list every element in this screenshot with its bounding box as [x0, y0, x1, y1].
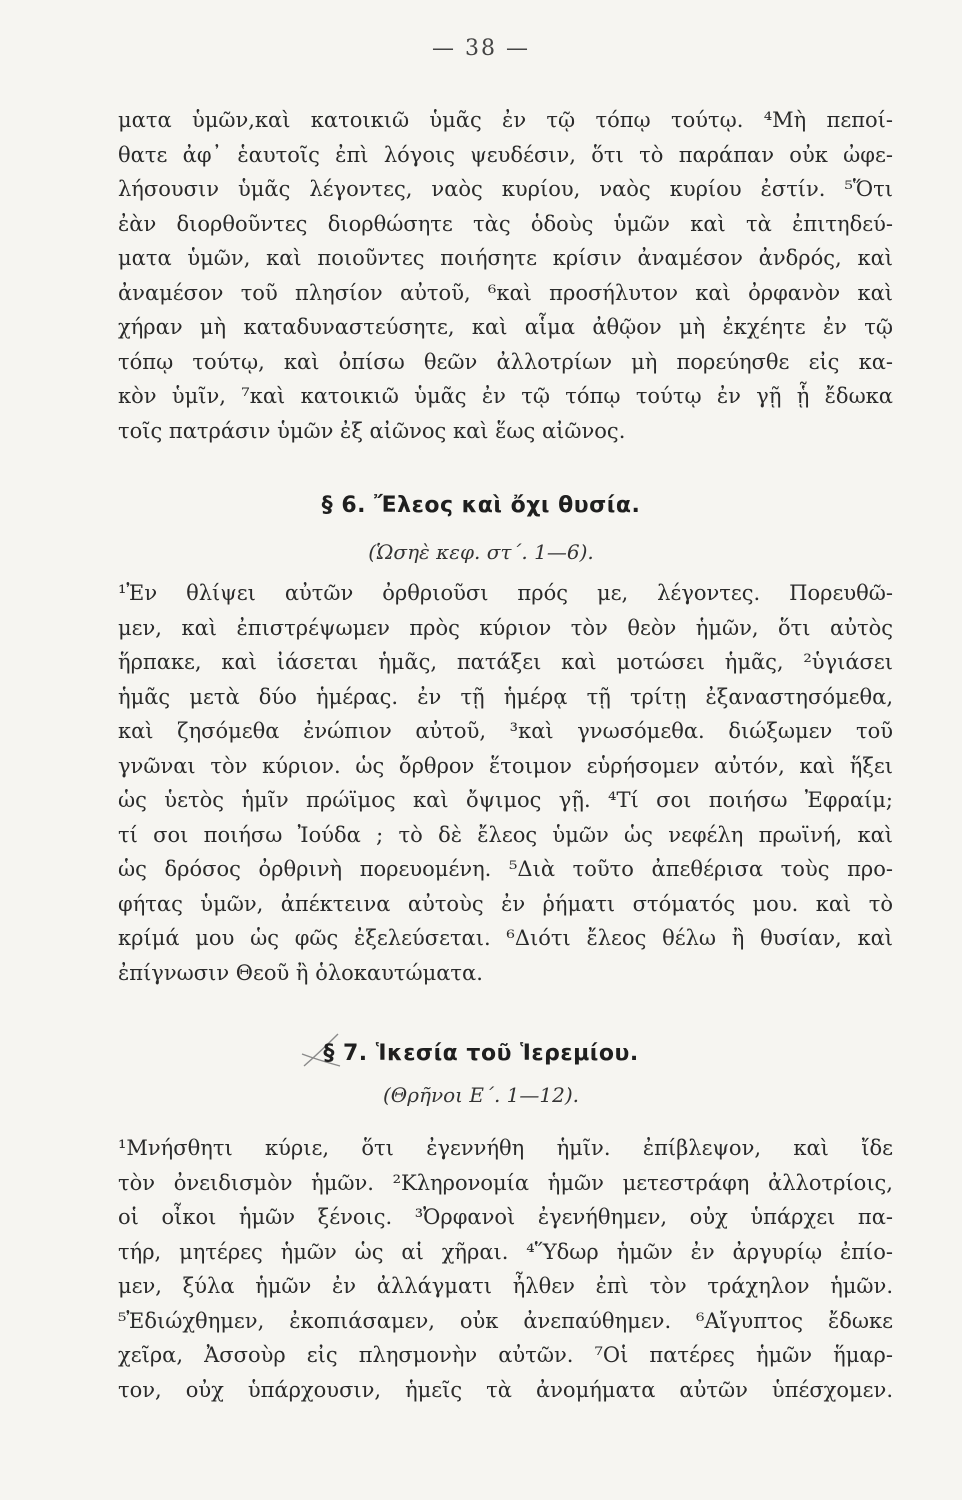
- text-line: κρίμά μου ὡς φῶς ἐξελεύσεται. ⁶Διότι ἔλεος θέλω ἢ θυσίαν, καὶ: [118, 926, 893, 950]
- text-line: χεῖρα, Ἀσσοὺρ εἰς πλησμονὴν αὐτῶν. ⁷Οἱ πατέρες ἡμῶν ἥμαρ-: [118, 1343, 893, 1367]
- text-line: τον, οὐχ ὑπάρχουσιν, ἡμεῖς τὰ ἀνομήματα αὐτῶν ὑπέσχομεν.: [118, 1377, 893, 1402]
- text-line: μεν, καὶ ἐπιστρέψωμεν πρὸς κύριον τὸν θεὸν ἡμῶν, ὅτι αὐτὸς: [118, 615, 893, 640]
- text-line: καὶ ζησόμεθα ἐνώπιον αὐτοῦ, ³καὶ γνωσόμεθα. διώξωμεν τοῦ: [118, 719, 893, 743]
- text-line: θατε ἀφ᾽ ἑαυτοῖς ἐπὶ λόγοις ψευδέσιν, ὅτι τὸ παράπαν οὐκ ὠφε-: [118, 142, 893, 167]
- text-line: ὡς ὑετὸς ἡμῖν πρώϊμος καὶ ὄψιμος γῇ. ⁴Τί σοι ποιήσω Ἐφραίμ;: [118, 788, 893, 812]
- text-line: μεν, ξύλα ἡμῶν ἐν ἀλλάγματι ἦλθεν ἐπὶ τὸν τράχηλον ἡμῶν.: [118, 1274, 893, 1298]
- text-line: τὸν ὀνειδισμὸν ἡμῶν. ²Κληρονομία ἡμῶν μετεστράφη ἀλλοτρίοις,: [118, 1170, 893, 1195]
- section-6-heading: § 6. Ἔλεος καὶ ὄχι θυσία.: [321, 493, 641, 518]
- section-6-text: [118, 576, 893, 990]
- text-line: ¹Μνήσθητι κύριε, ὅτι ἐγεννήθη ἡμῖν. ἐπίβλεψον, καὶ ἴδε: [118, 1136, 893, 1160]
- text-line: ἐὰν διορθοῦντες διορθώσητε τὰς ὁδοὺς ὑμῶν καὶ τὰ ἐπιτηδεύ-: [118, 211, 893, 236]
- text-line: τόπῳ τούτῳ, καὶ ὀπίσω θεῶν ἀλλοτρίων μὴ πορεύησθε εἰς κα-: [118, 349, 893, 374]
- text-line: ⁵Ἐδιώχθημεν, ἐκοπιάσαμεν, οὐκ ἀνεπαύθημεν. ⁶Αἴγυπτος ἔδωκε: [118, 1308, 893, 1333]
- text-line: τοῖς πατράσιν ὑμῶν ἐξ αἰῶνος καὶ ἕως αἰῶνος.: [118, 418, 626, 443]
- text-line: οἱ οἶκοι ἡμῶν ξένοις. ³Ὀρφανοὶ ἐγενήθημεν, οὐχ ὑπάρχει πα-: [118, 1205, 893, 1229]
- section-7-reference: (Θρῆνοι Ε΄. 1—12).: [383, 1083, 579, 1107]
- text-line: ἐπίγνωσιν Θεοῦ ἢ ὁλοκαυτώματα.: [118, 960, 483, 985]
- section-7-heading: § 7. Ἱκεσία τοῦ Ἱερεμίου.: [323, 1041, 639, 1066]
- passage-1: [118, 103, 893, 448]
- text-line: λήσουσιν ὑμᾶς λέγοντες, ναὸς κυρίου, ναὸς κυρίου ἐστίν. ⁵Ὅτι: [118, 177, 893, 201]
- section-6-reference: (Ὡσηὲ κεφ. στ΄. 1—6).: [368, 540, 594, 564]
- text-line: ¹Ἐν θλίψει αὐτῶν ὀρθριοῦσι πρός με, λέγοντες. Πορευθῶ-: [118, 581, 893, 605]
- text-line: τήρ, μητέρες ἡμῶν ὡς αἱ χῆραι. ⁴Ὕδωρ ἡμῶν ἐν ἀργυρίῳ ἐπίο-: [118, 1239, 893, 1264]
- text-line: φήτας ὑμῶν, ἀπέκτεινα αὐτοὺς ἐν ῥήματι στόματός μου. καὶ τὸ: [118, 891, 893, 916]
- text-line: ματα ὑμῶν,καὶ κατοικιῶ ὑμᾶς ἐν τῷ τόπῳ τούτῳ. ⁴Μὴ πεποί-: [118, 108, 893, 132]
- text-line: ἀναμέσον τοῦ πλησίον αὐτοῦ, ⁶καὶ προσήλυτον καὶ ὀρφανὸν καὶ: [118, 280, 893, 305]
- text-line: ἥρπακε, καὶ ἰάσεται ἡμᾶς, πατάξει καὶ μοτώσει ἡμᾶς, ²ὑγιάσει: [118, 650, 893, 674]
- section-7-text: [118, 1131, 893, 1407]
- text-line: χήραν μὴ καταδυναστεύσητε, καὶ αἷμα ἀθῷον μὴ ἐκχέητε ἐν τῷ: [118, 315, 893, 339]
- text-line: ματα ὑμῶν, καὶ ποιοῦντες ποιήσητε κρίσιν ἀναμέσον ἀνδρός, καὶ: [118, 246, 893, 270]
- text-line: ὡς δρόσος ὀρθρινὴ πορευομένη. ⁵Διὰ τοῦτο ἀπεθέρισα τοὺς προ-: [118, 857, 893, 881]
- text-line: τί σοι ποιήσω Ἰούδα ; τὸ δὲ ἔλεος ὑμῶν ὡς νεφέλη πρωϊνή, καὶ: [118, 822, 893, 847]
- text-line: κὸν ὑμῖν, ⁷καὶ κατοικιῶ ὑμᾶς ἐν τῷ τόπῳ τούτῳ ἐν γῇ ᾗ ἔδωκα: [118, 384, 893, 408]
- page-number: — 38 —: [432, 36, 530, 61]
- text-line: ἡμᾶς μετὰ δύο ἡμέρας. ἐν τῇ ἡμέρᾳ τῇ τρίτῃ ἐξαναστησόμεθα,: [118, 684, 893, 709]
- text-line: γνῶναι τὸν κύριον. ὡς ὄρθρον ἕτοιμον εὑρήσομεν αὐτόν, καὶ ἥξει: [118, 753, 893, 778]
